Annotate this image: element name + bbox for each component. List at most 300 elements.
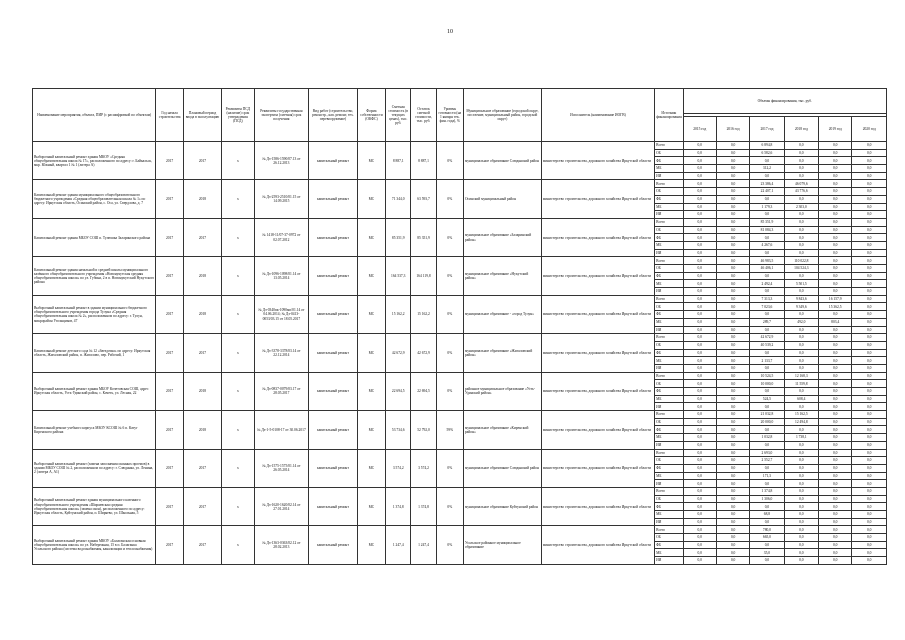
amount-cell: 0,0: [716, 195, 749, 203]
amount-cell: 0,0: [683, 557, 716, 565]
amount-cell: 0,0: [784, 534, 818, 542]
table-row: [33, 257, 887, 265]
amount-cell: 0,0: [716, 165, 749, 173]
table-row: [33, 526, 887, 534]
amount-cell: 0,0: [852, 472, 887, 480]
planned-year: 2018: [183, 257, 221, 295]
readiness: 0%: [436, 372, 463, 410]
header-work-type: Вид работ (строительство, реконстр., кап. ремонт, тех. перевооружение): [309, 89, 358, 142]
amount-cell: 0,0: [683, 426, 716, 434]
amount-cell: 0,0: [683, 172, 716, 180]
amount-cell: 0,0: [750, 288, 784, 296]
source-code: Всего: [655, 411, 683, 419]
amount-cell: 0,0: [750, 426, 784, 434]
source-code: МБ: [655, 280, 683, 288]
amount-cell: 0,0: [819, 487, 852, 495]
amount-cell: 0,0: [716, 280, 749, 288]
amount-cell: 0,0: [784, 472, 818, 480]
psd-cell: х: [222, 218, 254, 256]
psd-cell: х: [222, 411, 254, 449]
expertise-cell: № Дз-1586-1590/07.13 от 26.12.2013: [254, 142, 309, 180]
amount-cell: 0,0: [819, 372, 852, 380]
amount-cell: 0,0: [852, 211, 887, 219]
amount-cell: 0,0: [683, 241, 716, 249]
amount-cell: 0,0: [819, 334, 852, 342]
amount-cell: 0,0: [683, 364, 716, 372]
source-code: ИИ: [655, 480, 683, 488]
amount-cell: 0,0: [852, 295, 887, 303]
source-code: ОБ: [655, 418, 683, 426]
amount-cell: 0,0: [716, 395, 749, 403]
amount-cell: 0,0: [716, 495, 749, 503]
remaining-cost: 22 694,5: [411, 372, 436, 410]
amount-cell: 492,0: [784, 318, 818, 326]
amount-cell: 0,0: [784, 364, 818, 372]
source-code: Всего: [655, 372, 683, 380]
ownership: МС: [357, 411, 385, 449]
source-code: ОБ: [655, 188, 683, 196]
amount-cell: 0,0: [784, 341, 818, 349]
readiness: 0%: [436, 334, 463, 372]
start-year: 2017: [156, 449, 183, 487]
work-type: капитальный ремонт: [309, 526, 358, 564]
amount-cell: 0,0: [683, 449, 716, 457]
amount-cell: 46 983,5: [750, 257, 784, 265]
source-code: МБ: [655, 395, 683, 403]
remaining-cost: 3 574,2: [411, 449, 436, 487]
amount-cell: 0,0: [784, 149, 818, 157]
amount-cell: 0,0: [716, 311, 749, 319]
object-name: Выборочный капитальный ремонт здания муниципального казенного общеобразовательного учреждения «Ширяевская средняя общеобразовательная школа» (замена окон), расположенного по адресу: Иркутская область, Куйтунский район, п. Ширяево, ул. Школьная, 5: [33, 487, 156, 525]
readiness: 0%: [436, 487, 463, 525]
amount-cell: 0,0: [852, 180, 887, 188]
amount-cell: 4 267,6: [750, 241, 784, 249]
amount-cell: 0,0: [683, 372, 716, 380]
remaining-cost: 15 162,2: [411, 295, 436, 333]
table-row: [33, 487, 887, 495]
amount-cell: 0,0: [784, 357, 818, 365]
amount-cell: 0,0: [784, 526, 818, 534]
amount-cell: 0,0: [716, 211, 749, 219]
amount-cell: 0,0: [852, 272, 887, 280]
remaining-cost: 1 374,8: [411, 487, 436, 525]
readiness: 0%: [436, 526, 463, 564]
amount-cell: 9 349,6: [784, 303, 818, 311]
source-code: МБ: [655, 549, 683, 557]
estimated-cost: 53 734,6: [386, 411, 411, 449]
amount-cell: 0,0: [784, 218, 818, 226]
amount-cell: 0,0: [852, 188, 887, 196]
amount-cell: 0,0: [716, 272, 749, 280]
municipality: муниципальное образование Слюдянский район: [463, 142, 541, 180]
amount-cell: 0,0: [750, 311, 784, 319]
work-type: капитальный ремонт: [309, 449, 358, 487]
amount-cell: 43 776,6: [784, 188, 818, 196]
source-code: Всего: [655, 334, 683, 342]
amount-cell: 0,0: [716, 511, 749, 519]
amount-cell: 23 386,4: [750, 180, 784, 188]
amount-cell: 0,0: [819, 257, 852, 265]
municipality: муниципальное образование «Жигаловский район»: [463, 334, 541, 372]
amount-cell: 0,0: [716, 526, 749, 534]
amount-cell: 0,0: [750, 211, 784, 219]
executor: министерство строительства, дорожного хозяйства Иркутской области: [541, 449, 654, 487]
amount-cell: 0,0: [784, 234, 818, 242]
source-code: ИИ: [655, 403, 683, 411]
amount-cell: 0,0: [784, 195, 818, 203]
municipality: муниципальное образование «Киренский район»: [463, 411, 541, 449]
object-name: Капитальный ремонт здания начальной и средней школы муниципального казённого общеобразовательного учреждения «Новонукутская средняя общеобразовательная школа» по ул. Губина, 2 в п. Новонукутский Нукутского района: [33, 257, 156, 295]
amount-cell: 85 351,9: [750, 218, 784, 226]
planned-year: 2017: [183, 218, 221, 256]
amount-cell: 0,0: [716, 257, 749, 265]
start-year: 2017: [156, 257, 183, 295]
start-year: 2017: [156, 218, 183, 256]
amount-cell: 0,0: [716, 557, 749, 565]
source-code: Всего: [655, 257, 683, 265]
ownership: МС: [357, 295, 385, 333]
amount-cell: 11 559,8: [784, 380, 818, 388]
municipality: муниципальное образование Куйтунский район: [463, 487, 541, 525]
source-code: ОБ: [655, 265, 683, 273]
amount-cell: 0,0: [819, 180, 852, 188]
readiness: 0%: [436, 257, 463, 295]
amount-cell: 0,0: [852, 518, 887, 526]
readiness: 59%: [436, 411, 463, 449]
psd-cell: х: [222, 526, 254, 564]
object-name: Капитальный ремонт здания МБОУ СОШ п. Тулюшка Заларинского района: [33, 218, 156, 256]
amount-cell: 0,0: [784, 288, 818, 296]
amount-cell: 0,0: [852, 234, 887, 242]
readiness: 0%: [436, 449, 463, 487]
remaining-cost: 8 887,1: [411, 142, 436, 180]
psd-cell: х: [222, 334, 254, 372]
amount-cell: 0,0: [683, 526, 716, 534]
header-municipality: Муниципальное образование (городской округ, поселение, муниципальный район, городской округ): [463, 89, 541, 142]
object-name: Капитальный ремонт здания муниципального общеобразовательного бюджетного учреждения «Средняя общеобразовательная школа № 1» по адресу: Иркутская область, Осинский район, с. Оса, ул. Свердлова, д. 7: [33, 180, 156, 218]
amount-cell: 1 738,1: [784, 434, 818, 442]
amount-cell: 0,0: [819, 280, 852, 288]
amount-cell: 0,0: [819, 526, 852, 534]
amount-cell: 0,0: [683, 349, 716, 357]
amount-cell: 0,0: [716, 449, 749, 457]
amount-cell: 0,0: [750, 480, 784, 488]
amount-cell: 0,0: [716, 142, 749, 150]
amount-cell: 0,0: [683, 234, 716, 242]
object-name: Капитальный ремонт учебного корпуса МБОУ КСОШ № 6 п. Катуг Киренского района: [33, 411, 156, 449]
amount-cell: 0,0: [784, 172, 818, 180]
amount-cell: 0,0: [852, 549, 887, 557]
work-type: капитальный ремонт: [309, 372, 358, 410]
work-type: капитальный ремонт: [309, 142, 358, 180]
amount-cell: 0,0: [784, 541, 818, 549]
municipality: муниципальное образование «Нукутский район»: [463, 257, 541, 295]
amount-cell: 0,0: [683, 211, 716, 219]
amount-cell: 0,0: [852, 503, 887, 511]
table-row: [33, 334, 887, 342]
amount-cell: 0,0: [683, 218, 716, 226]
amount-cell: 81 084,3: [750, 226, 784, 234]
expertise-cell: № Дз-1363-0363/02.12 от 28.02.2013: [254, 526, 309, 564]
table-row: [33, 449, 887, 457]
amount-cell: 0,0: [852, 534, 887, 542]
start-year: 2017: [156, 487, 183, 525]
amount-cell: 0,0: [683, 249, 716, 257]
amount-cell: 0,0: [683, 257, 716, 265]
source-code: ФБ: [655, 503, 683, 511]
amount-cell: 0,0: [819, 226, 852, 234]
amount-cell: 0,0: [819, 149, 852, 157]
amount-cell: 0,0: [683, 188, 716, 196]
amount-cell: 0,0: [683, 549, 716, 557]
executor: министерство строительства, дорожного хозяйства Иркутской области: [541, 142, 654, 180]
municipality: Усольское районное муниципальное образование: [463, 526, 541, 564]
amount-cell: 0,0: [683, 272, 716, 280]
amount-cell: 0,0: [683, 357, 716, 365]
source-code: Всего: [655, 487, 683, 495]
header-psd: Реквизиты ПСД (наличие) срок утверждения (ПСД): [222, 89, 254, 142]
amount-cell: 0,0: [683, 457, 716, 465]
ownership: МС: [357, 218, 385, 256]
amount-cell: 0,0: [683, 195, 716, 203]
amount-cell: 0,0: [819, 188, 852, 196]
amount-cell: 0,0: [683, 464, 716, 472]
amount-cell: 0,0: [784, 441, 818, 449]
source-code: Всего: [655, 180, 683, 188]
amount-cell: 289,7: [750, 318, 784, 326]
amount-cell: 0,0: [819, 511, 852, 519]
amount-cell: 0,0: [750, 249, 784, 257]
amount-cell: 7 313,3: [750, 295, 784, 303]
readiness: 0%: [436, 218, 463, 256]
amount-cell: 0,0: [750, 349, 784, 357]
amount-cell: 0,0: [784, 165, 818, 173]
amount-cell: 0,0: [683, 434, 716, 442]
amount-cell: 665,0: [750, 534, 784, 542]
amount-cell: 0,0: [683, 334, 716, 342]
amount-cell: 0,0: [683, 295, 716, 303]
amount-cell: 0,0: [716, 241, 749, 249]
amount-cell: 0,0: [683, 157, 716, 165]
amount-cell: 0,0: [784, 426, 818, 434]
amount-cell: 0,0: [852, 195, 887, 203]
amount-cell: 0,0: [852, 357, 887, 365]
source-code: ОБ: [655, 303, 683, 311]
amount-cell: 0,0: [819, 326, 852, 334]
start-year: 2017: [156, 526, 183, 564]
planned-year: 2017: [183, 487, 221, 525]
executor: министерство строительства, дорожного хозяйства Иркутской области: [541, 487, 654, 525]
object-name: Выборочный капитальный ремонт в здании муниципального бюджетного общеобразовательного учреждения города Тулуна «Средняя общеобразовательная школа № 2», расположенном по адресу: г. Тулун, микрорайон Угольщиков, 47: [33, 295, 156, 333]
amount-cell: 0,0: [716, 472, 749, 480]
header-year: 2016 год: [716, 117, 749, 142]
amount-cell: 16 157,9: [819, 295, 852, 303]
amount-cell: 0,0: [683, 441, 716, 449]
header-expertise: Реквизиты государственная экспертиза (сметная) срок получения: [254, 89, 309, 142]
amount-cell: 0,0: [716, 503, 749, 511]
planned-year: 2017: [183, 526, 221, 564]
amount-cell: 0,0: [683, 303, 716, 311]
amount-cell: 0,0: [716, 426, 749, 434]
amount-cell: 0,0: [784, 503, 818, 511]
estimated-cost: 164 537,3: [386, 257, 411, 295]
amount-cell: 0,0: [819, 449, 852, 457]
amount-cell: 0,0: [819, 357, 852, 365]
amount-cell: 0,0: [683, 165, 716, 173]
amount-cell: 0,0: [852, 457, 887, 465]
amount-cell: 0,0: [750, 557, 784, 565]
amount-cell: 0,0: [852, 318, 887, 326]
header-object: Наименование мероприятия, объекта, ПИР (с расшифровкой по объектам): [33, 89, 156, 142]
page-number: 10: [447, 29, 453, 35]
amount-cell: 0,0: [716, 226, 749, 234]
amount-cell: 0,0: [716, 326, 749, 334]
start-year: 2017: [156, 295, 183, 333]
amount-cell: 0,0: [750, 272, 784, 280]
amount-cell: 0,0: [784, 464, 818, 472]
amount-cell: 0,0: [784, 211, 818, 219]
amount-cell: 0,0: [819, 434, 852, 442]
source-code: МБ: [655, 165, 683, 173]
table-row: [33, 180, 887, 188]
amount-cell: 0,0: [683, 480, 716, 488]
header-start: Год начала строительства: [156, 89, 183, 142]
source-code: ФБ: [655, 426, 683, 434]
amount-cell: 0,0: [750, 388, 784, 396]
ownership: МС: [357, 449, 385, 487]
source-code: МБ: [655, 241, 683, 249]
source-code: ИИ: [655, 172, 683, 180]
amount-cell: 0,0: [784, 272, 818, 280]
estimated-cost: 15 162,2: [386, 295, 411, 333]
amount-cell: 0,0: [819, 311, 852, 319]
amount-cell: 0,0: [683, 534, 716, 542]
amount-cell: 0,0: [683, 203, 716, 211]
header-ownership: Форма собственности (ОКФС): [357, 89, 385, 142]
amount-cell: 0,0: [819, 364, 852, 372]
source-code: ИИ: [655, 557, 683, 565]
header-year: 2019 год: [819, 117, 852, 142]
expertise-cell: № 1418-11/07-37-0972 от 02.07.2012: [254, 218, 309, 256]
amount-cell: 0,0: [750, 503, 784, 511]
amount-cell: 0,0: [784, 226, 818, 234]
amount-cell: 0,0: [683, 395, 716, 403]
expertise-cell: № Дз-0340пк-1090мп/01.14 от 04.06.2014; № Дз-0413-0053/03.15 от 18.05.2017: [254, 295, 309, 333]
amount-cell: 0,0: [819, 241, 852, 249]
amount-cell: 0,0: [716, 441, 749, 449]
amount-cell: 0,0: [683, 380, 716, 388]
psd-cell: х: [222, 180, 254, 218]
amount-cell: 0,0: [716, 380, 749, 388]
amount-cell: 0,0: [683, 403, 716, 411]
amount-cell: 0,0: [683, 487, 716, 495]
source-code: ОБ: [655, 226, 683, 234]
ownership: МС: [357, 487, 385, 525]
amount-cell: 0,0: [716, 388, 749, 396]
amount-cell: 2 552,7: [750, 457, 784, 465]
header-year: 2015 год: [683, 117, 716, 142]
amount-cell: 0,0: [716, 288, 749, 296]
amount-cell: 21 032,8: [750, 411, 784, 419]
amount-cell: 0,0: [852, 418, 887, 426]
amount-cell: 22 407,1: [750, 188, 784, 196]
estimated-cost: 3 574,2: [386, 449, 411, 487]
amount-cell: 0,0: [716, 334, 749, 342]
amount-cell: 0,0: [784, 511, 818, 519]
expertise-cell: № Дз-0837-0079/03.17 от 28.05.2017: [254, 372, 309, 410]
source-code: ОБ: [655, 341, 683, 349]
readiness: 0%: [436, 142, 463, 180]
readiness: 0%: [436, 295, 463, 333]
amount-cell: 0,0: [819, 403, 852, 411]
executor: министерство строительства, дорожного хозяйства Иркутской области: [541, 180, 654, 218]
source-code: ФБ: [655, 541, 683, 549]
amount-cell: 0,0: [683, 411, 716, 419]
amount-cell: 0,0: [716, 295, 749, 303]
amount-cell: 1 306,0: [750, 495, 784, 503]
amount-cell: 0,0: [716, 364, 749, 372]
amount-cell: 171,3: [750, 472, 784, 480]
amount-cell: 0,0: [683, 318, 716, 326]
amount-cell: 0,0: [819, 288, 852, 296]
expertise-cell: № Дз-1096-1098/01.14 от 13.05.2014: [254, 257, 309, 295]
amount-cell: 0,0: [716, 188, 749, 196]
amount-cell: 0,0: [716, 534, 749, 542]
estimated-cost: 42 672,9: [386, 334, 411, 372]
amount-cell: 2 133,7: [750, 357, 784, 365]
amount-cell: 0,0: [750, 326, 784, 334]
amount-cell: 0,0: [683, 541, 716, 549]
amount-cell: 0,0: [683, 280, 716, 288]
amount-cell: 42 672,9: [750, 334, 784, 342]
amount-cell: 5 501,5: [784, 280, 818, 288]
source-code: ОБ: [655, 457, 683, 465]
amount-cell: 0,0: [819, 234, 852, 242]
psd-cell: х: [222, 257, 254, 295]
amount-cell: 0,0: [750, 195, 784, 203]
amount-cell: 0,0: [784, 249, 818, 257]
amount-cell: 0,0: [683, 511, 716, 519]
amount-cell: 803,4: [819, 318, 852, 326]
amount-cell: 0,0: [683, 149, 716, 157]
amount-cell: 0,0: [819, 464, 852, 472]
amount-cell: 0,0: [852, 480, 887, 488]
source-code: ФБ: [655, 388, 683, 396]
amount-cell: 0,0: [852, 557, 887, 565]
amount-cell: 46 079,6: [784, 180, 818, 188]
amount-cell: 0,0: [819, 195, 852, 203]
amount-cell: 6 894,8: [750, 142, 784, 150]
amount-cell: 0,0: [683, 341, 716, 349]
amount-cell: 35,0: [750, 549, 784, 557]
amount-cell: 0,0: [852, 257, 887, 265]
amount-cell: 0,0: [784, 449, 818, 457]
source-code: ФБ: [655, 349, 683, 357]
amount-cell: 110 022,8: [784, 257, 818, 265]
amount-cell: 0,0: [750, 403, 784, 411]
amount-cell: 0,0: [716, 518, 749, 526]
source-code: МБ: [655, 203, 683, 211]
executor: министерство строительства, дорожного хозяйства Иркутской области: [541, 218, 654, 256]
amount-cell: 0,0: [819, 441, 852, 449]
amount-cell: 0,0: [716, 480, 749, 488]
amount-cell: 0,0: [819, 534, 852, 542]
amount-cell: 0,0: [852, 341, 887, 349]
remaining-cost: 1 247,4: [411, 526, 436, 564]
amount-cell: 0,0: [784, 480, 818, 488]
planned-year: 2018: [183, 180, 221, 218]
amount-cell: 0,0: [784, 326, 818, 334]
